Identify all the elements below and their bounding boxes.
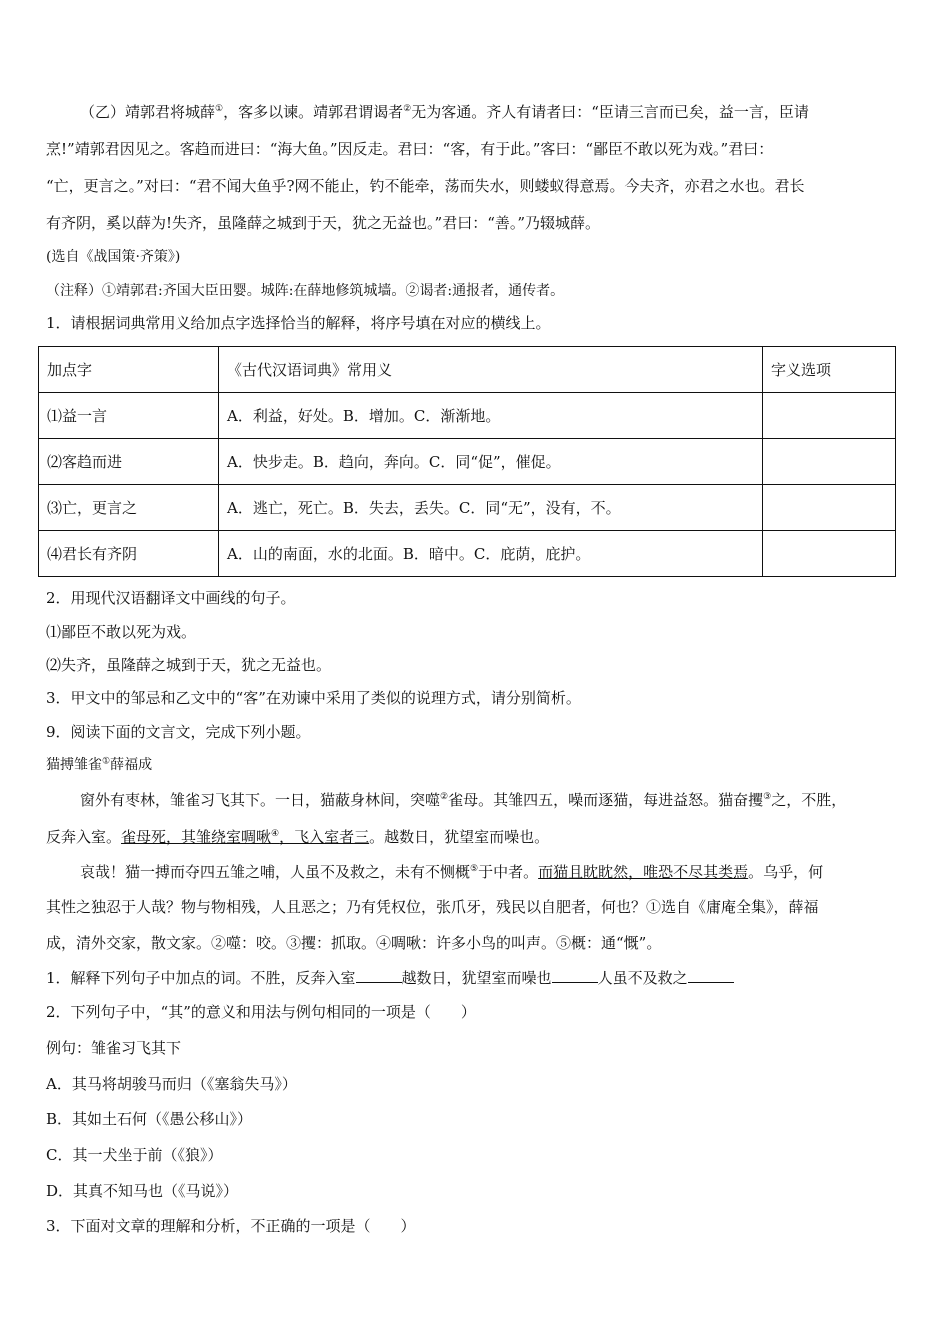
q2-prompt: 2．用现代汉语翻译文中画线的句子。: [46, 589, 296, 607]
q2-sentence-1: ⑴鄙臣不敢以死为戏。: [46, 623, 197, 641]
text: 越数日，犹望室而噪也: [401, 969, 552, 987]
table-cell-word: ⑶亡，更言之: [39, 485, 219, 531]
table-cell-word: ⑴益一言: [39, 393, 219, 439]
footnote-marker: ③: [763, 792, 772, 802]
q9-passage-line-1: [80, 789, 846, 811]
q2-sentence-2: ⑵失齐，虽隆薛之城到于天，犹之无益也。: [46, 656, 332, 674]
footnote-marker: ②: [403, 104, 412, 114]
q9-passage-line-5: 成，清外交家，散文家。②噬：咬。③攫：抓取。④啁啾：许多小鸟的叫声。⑤概：通“慨”。: [46, 934, 662, 952]
q9-title: [46, 754, 152, 776]
table-row: [39, 485, 896, 531]
footnote-marker: ①: [102, 756, 111, 767]
footnote-marker: ①: [215, 104, 224, 114]
option-d[interactable]: D．其真不知马也（《马说》）: [46, 1182, 239, 1200]
passage-yi-line-2: 烹!”靖郭君因见之。客趋而进曰：“海大鱼。”因反走。君曰：“客，有于此。”客曰：“鄙臣不敢以死为戏。”君曰：: [46, 140, 774, 158]
underlined-sentence: 而猫且眈眈然，唯恐不尽其类焉: [538, 863, 749, 881]
sub1-prompt: [46, 967, 734, 989]
text: 薛福成: [110, 757, 153, 773]
text: 。乌乎，何: [748, 863, 824, 881]
table-header: 字义选项: [763, 347, 896, 393]
q1-prompt: 1．请根据词典常用义给加点字选择恰当的解释，将序号填在对应的横线上。: [46, 314, 551, 332]
q3-prompt: 3．甲文中的邹忌和乙文中的“客”在劝谏中采用了类似的说理方式，请分别简析。: [46, 689, 581, 707]
table-header-row: [39, 347, 896, 393]
table-cell-meaning: A．山的南面，水的北面。B．暗中。C．庇荫，庇护。: [219, 531, 763, 577]
option-a[interactable]: A．其马将胡骏马而归（《塞翁失马》）: [46, 1075, 297, 1093]
footnote-marker: ⑤: [470, 864, 479, 874]
answer-cell[interactable]: [763, 393, 896, 439]
text: （乙）靖郭君将城薛: [80, 103, 216, 121]
passage-yi-line-3: “亡，更言之。”对曰：“君不闻大鱼乎?网不能止，钓不能牵，荡而失水，则蝼蚁得意焉。今夫齐，亦君之水也。君长: [46, 177, 805, 195]
passage-yi-source: (选自《战国策·齐策》): [46, 249, 181, 265]
text: 反奔入室。: [46, 828, 122, 846]
table-row: [39, 439, 896, 485]
table-cell-word: ⑵客趋而进: [39, 439, 219, 485]
table-cell-word: ⑷君长有齐阴: [39, 531, 219, 577]
option-b[interactable]: B．其如土石何（《愚公移山》）: [46, 1110, 253, 1128]
answer-cell[interactable]: [763, 439, 896, 485]
passage-yi-line-4: 有齐阴，奚以薛为!失齐，虽隆薛之城到于天，犹之无益也。”君曰：“善。”乃辍城薛。: [46, 214, 601, 232]
text: 1．解释下列句子中加点的词。不胜，反奔入室: [46, 969, 356, 987]
sub3-prompt: 3．下面对文章的理解和分析，不正确的一项是（ ）: [46, 1217, 416, 1235]
text: 无为客通。齐人有请者曰：“臣请三言而已矣，益一言，臣请: [411, 103, 809, 121]
passage-yi-line-1: [80, 101, 809, 123]
text: 窗外有枣林，雏雀习飞其下。一日，猫蔽身林间，突噬: [80, 791, 441, 809]
table-header: 加点字: [39, 347, 219, 393]
q9-passage-line-3: [80, 861, 823, 883]
answer-blank[interactable]: [356, 968, 402, 983]
table-cell-meaning: A．逃亡，死亡。B．失去，丢失。C．同“无”，没有，不。: [219, 485, 763, 531]
underlined-sentence: [121, 828, 369, 846]
text: ，客多以谏。靖郭君谓谒者: [223, 103, 404, 121]
answer-blank[interactable]: [552, 968, 598, 983]
sub2-prompt: 2．下列句子中，“其”的意义和用法与例句相同的一项是（ ）: [46, 1003, 476, 1021]
text: 雀母。其雏四五，噪而逐猫，每进益怒。猫奋攫: [448, 791, 764, 809]
text: 哀哉！猫一搏而夺四五雏之哺，人虽不及救之，未有不恻概: [80, 863, 471, 881]
definition-table: [38, 346, 896, 577]
option-c[interactable]: C．其一犬坐于前（《狼》）: [46, 1146, 223, 1164]
passage-yi-notes: （注释）①靖郭君:齐国大臣田婴。城阵:在薛地修筑城墙。②谒者:通报者，通传者。: [46, 283, 565, 299]
table-cell-meaning: A．利益，好处。B．增加。C．渐渐地。: [219, 393, 763, 439]
table-header: 《古代汉语词典》常用义: [219, 347, 763, 393]
q9-passage-line-2: [46, 826, 549, 848]
q9-passage-line-4: 其性之独忍于人哉？物与物相残，人且恶之；乃有凭权位，张爪牙，残民以自肥者，何也？①选自《庸庵全集》，薛福: [46, 898, 819, 916]
text: 。越数日，犹望室而噪也。: [369, 828, 550, 846]
text: 猫搏雏雀: [46, 757, 102, 773]
table-row: [39, 531, 896, 577]
table-row: [39, 393, 896, 439]
answer-cell[interactable]: [763, 531, 896, 577]
text: 于中者。: [478, 863, 539, 881]
text: 人虽不及救之: [597, 969, 688, 987]
sub2-example: 例句：雏雀习飞其下: [46, 1039, 182, 1057]
footnote-marker: ④: [271, 829, 280, 839]
text: ，飞入室者三: [279, 828, 370, 846]
text: 之，不胜，: [771, 791, 847, 809]
answer-cell[interactable]: [763, 485, 896, 531]
answer-blank[interactable]: [688, 968, 734, 983]
q9-intro: 9．阅读下面的文言文，完成下列小题。: [46, 723, 311, 741]
footnote-marker: ②: [440, 792, 449, 802]
table-cell-meaning: A．快步走。B．趋向，奔向。C．同“促”，催促。: [219, 439, 763, 485]
text: 雀母死，其雏绕室啁啾: [121, 828, 272, 846]
